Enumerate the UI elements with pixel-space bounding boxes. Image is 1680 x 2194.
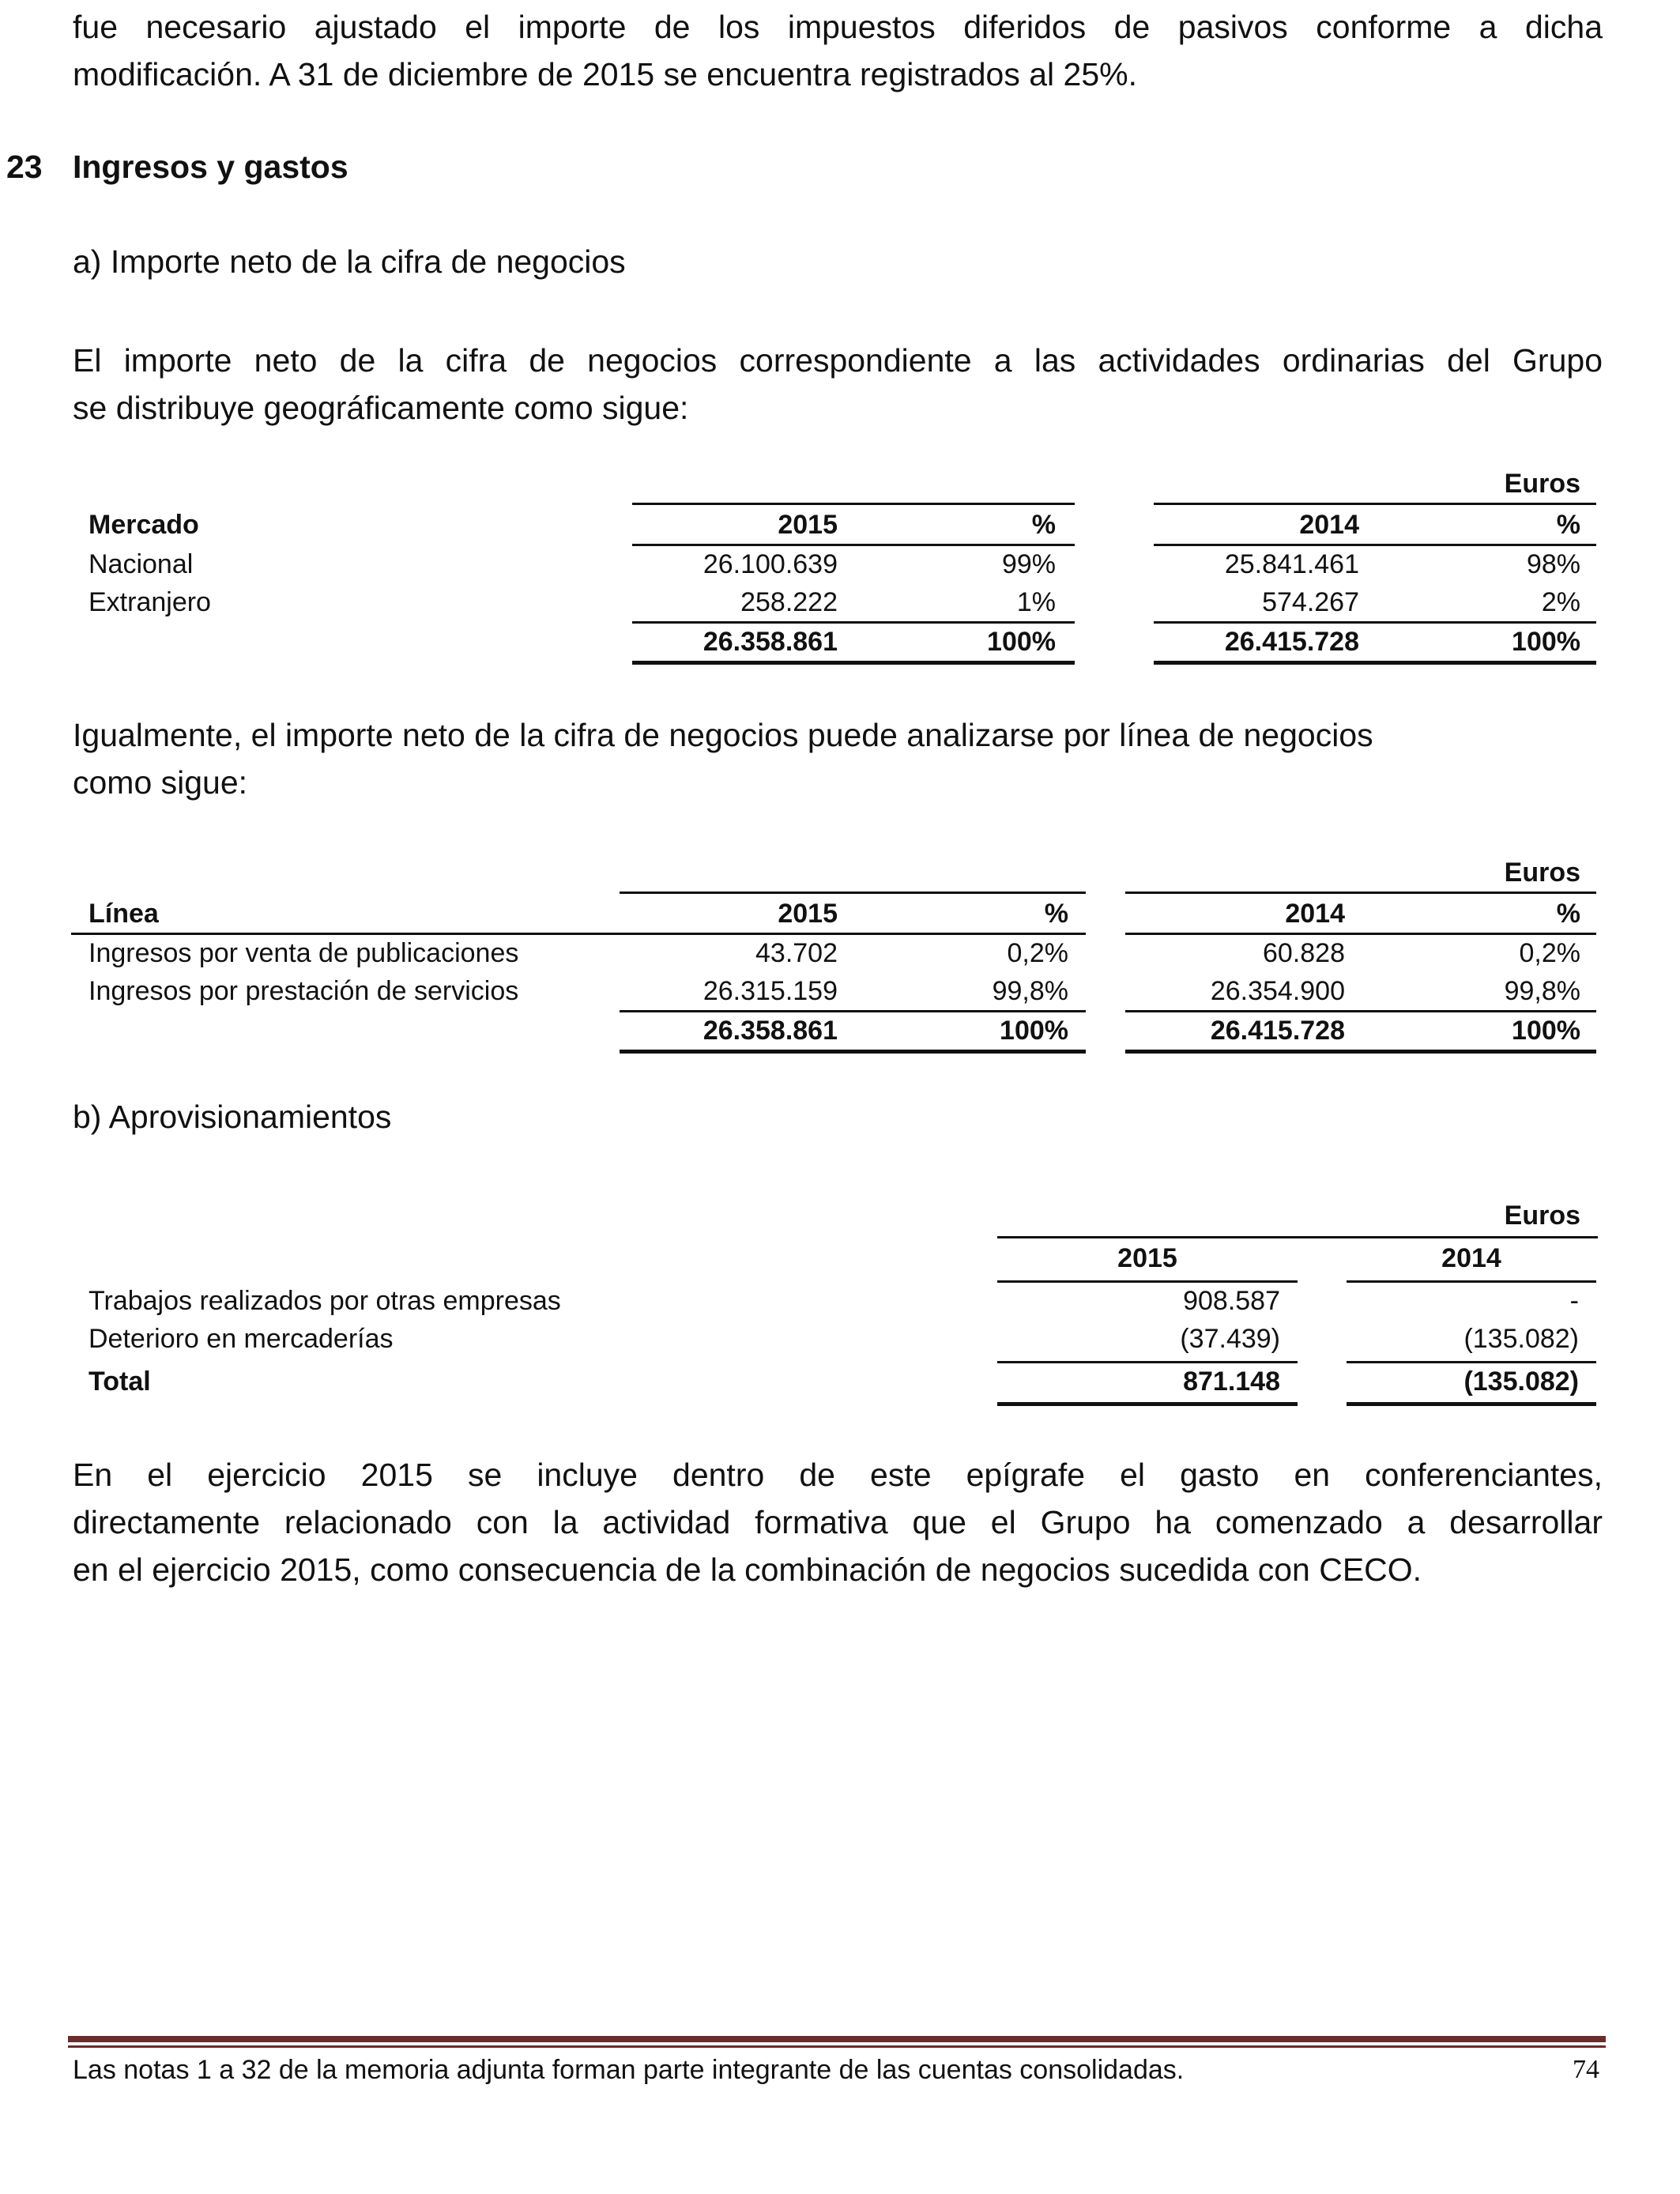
table-linea-bottom-rule-2014 [1125, 1050, 1596, 1054]
table-aprov-bottom-rule-2014 [1347, 1402, 1596, 1406]
table-aprov-row2-2015: (37.439) [1180, 1324, 1280, 1354]
table-mercado-header-pct-2014: % [1556, 510, 1580, 540]
table-mercado-total-rule-2015 [632, 621, 1075, 624]
closing-paragraph-line2: directamente relacionado con la actividad formativa que el Grupo ha comenzado a desarrollar [73, 1504, 1603, 1540]
table-linea-header-pct-2015: % [1044, 899, 1068, 929]
table-linea-row1-pct-2014: 0,2% [1519, 938, 1580, 968]
table-aprov-header-rule-2014 [1347, 1280, 1596, 1283]
table-mercado-total-rule-2014 [1154, 621, 1596, 624]
linea-paragraph-line1: Igualmente, el importe neto de la cifra de negocios puede analizarse por línea de negocios [73, 717, 1373, 753]
table-mercado-header-rule-2015 [632, 544, 1075, 546]
table-mercado-row2-label: Extranjero [89, 587, 211, 617]
table-mercado-top-rule-2015 [632, 503, 1075, 505]
table-mercado-row1-2015: 26.100.639 [703, 549, 838, 579]
table-mercado-total-pct-2015: 100% [987, 627, 1056, 657]
table-linea-row1-2015: 43.702 [755, 938, 838, 968]
table-mercado-total-2015: 26.358.861 [703, 627, 838, 657]
table-linea-row2-2015: 26.315.159 [703, 976, 838, 1006]
linea-paragraph-line2: como sigue: [73, 764, 248, 801]
table-mercado-row2-pct-2015: 1% [1016, 587, 1056, 617]
table-mercado-row1-2014: 25.841.461 [1224, 549, 1359, 579]
table-linea-top-rule-2014 [1125, 892, 1596, 894]
table-aprov-bottom-rule-2015 [997, 1402, 1298, 1406]
table-linea-row1-label: Ingresos por venta de publicaciones [89, 938, 519, 968]
footer-note: Las notas 1 a 32 de la memoria adjunta forman parte integrante de las cuentas consolidadas. [73, 2055, 1185, 2085]
table-mercado-total-2014: 26.415.728 [1224, 627, 1359, 657]
table-aprov-unit: Euros [1504, 1201, 1580, 1231]
table-mercado-row2-2014: 574.267 [1262, 587, 1359, 617]
table-linea-row2-label: Ingresos por prestación de servicios [89, 976, 519, 1006]
table-linea-header-pct-2014: % [1556, 899, 1580, 929]
table-linea-header-2015: 2015 [778, 899, 838, 929]
table-mercado-header-rule-2014 [1154, 544, 1596, 546]
table-linea-unit: Euros [1504, 858, 1580, 888]
table-mercado-row2-pct-2014: 2% [1541, 587, 1580, 617]
subsection-a-paragraph-line2: se distribuye geográficamente como sigue: [73, 390, 689, 426]
table-linea-total-rule-2014 [1125, 1010, 1596, 1012]
table-linea-row1-pct-2015: 0,2% [1007, 938, 1068, 968]
table-linea-row2-2014: 26.354.900 [1210, 976, 1345, 1006]
page-number: 74 [1573, 2055, 1599, 2084]
table-linea-top-rule-2015 [620, 892, 1086, 894]
table-linea-header-rule-left [71, 933, 1086, 935]
table-linea-total-pct-2015: 100% [1000, 1016, 1068, 1046]
section-number: 23 [6, 149, 43, 185]
table-aprov-header-rule-2015 [997, 1280, 1298, 1283]
closing-paragraph-line3: en el ejercicio 2015, como consecuencia de la combinación de negocios sucedida con CECO. [73, 1551, 1422, 1588]
table-aprov-row1-label: Trabajos realizados por otras empresas [89, 1286, 561, 1316]
table-mercado-bottom-rule-2015 [632, 661, 1075, 665]
table-aprov-header-2014: 2014 [1441, 1243, 1501, 1273]
section-title: Ingresos y gastos [73, 149, 348, 185]
table-mercado-total-pct-2014: 100% [1512, 627, 1580, 657]
table-mercado-top-rule-2014 [1154, 503, 1596, 505]
table-mercado-row1-pct-2015: 99% [1001, 549, 1056, 579]
table-aprov-row2-label: Deterioro en mercaderías [89, 1324, 394, 1354]
table-linea-header-2014: 2014 [1285, 899, 1345, 929]
table-linea-row2-pct-2015: 99,8% [992, 976, 1068, 1006]
table-mercado-row2-2015: 258.222 [740, 587, 838, 617]
table-aprov-total-2015: 871.148 [1183, 1367, 1280, 1397]
table-mercado-header-2015: 2015 [778, 510, 838, 540]
table-linea-total-rule-2015 [620, 1010, 1086, 1012]
table-mercado-unit: Euros [1504, 469, 1580, 499]
intro-paragraph-line1: fue necesario ajustado el importe de los impuestos diferidos de pasivos conforme a dicha [73, 9, 1603, 45]
subsection-a-paragraph-line1: El importe neto de la cifra de negocios correspondiente a las actividades ordinarias del Grupo [73, 342, 1603, 379]
table-aprov-row1-2015: 908.587 [1183, 1286, 1280, 1316]
table-aprov-total-rule-2015 [997, 1361, 1298, 1363]
footer-rule-thick [68, 2036, 1606, 2042]
table-linea-header-rule-2014 [1125, 933, 1596, 935]
table-mercado-row1-label: Nacional [89, 549, 194, 579]
closing-paragraph-line1: En el ejercicio 2015 se incluye dentro de este epígrafe el gasto en conferenciantes, [73, 1457, 1603, 1493]
table-aprov-row1-2014: - [1569, 1286, 1579, 1316]
table-linea-row2-pct-2014: 99,8% [1504, 976, 1580, 1006]
table-mercado-bottom-rule-2014 [1154, 661, 1596, 665]
table-linea-bottom-rule-2015 [620, 1050, 1086, 1054]
table-aprov-total-rule-2014 [1347, 1361, 1596, 1363]
intro-paragraph-line2: modificación. A 31 de diciembre de 2015 se encuentra registrados al 25%. [73, 56, 1137, 92]
table-linea-row1-2014: 60.828 [1263, 938, 1345, 968]
table-linea-header-label: Línea [89, 899, 159, 929]
subsection-b-title: b) Aprovisionamientos [73, 1099, 392, 1135]
table-mercado-header-pct-2015: % [1031, 510, 1056, 540]
table-aprov-row2-2014: (135.082) [1463, 1324, 1579, 1354]
table-mercado-row1-pct-2014: 98% [1526, 549, 1580, 579]
footer-rule-thin [68, 2045, 1606, 2048]
table-linea-total-pct-2014: 100% [1512, 1016, 1580, 1046]
subsection-a-title: a) Importe neto de la cifra de negocios [73, 243, 626, 280]
table-aprov-header-2015: 2015 [1117, 1243, 1177, 1273]
table-linea-total-2014: 26.415.728 [1210, 1016, 1345, 1046]
table-linea-total-2015: 26.358.861 [703, 1016, 838, 1046]
table-aprov-top-rule [997, 1236, 1598, 1238]
table-mercado-header-label: Mercado [89, 510, 199, 540]
table-mercado-header-2014: 2014 [1299, 510, 1359, 540]
table-aprov-total-label: Total [89, 1367, 151, 1397]
table-aprov-total-2014: (135.082) [1463, 1367, 1579, 1397]
